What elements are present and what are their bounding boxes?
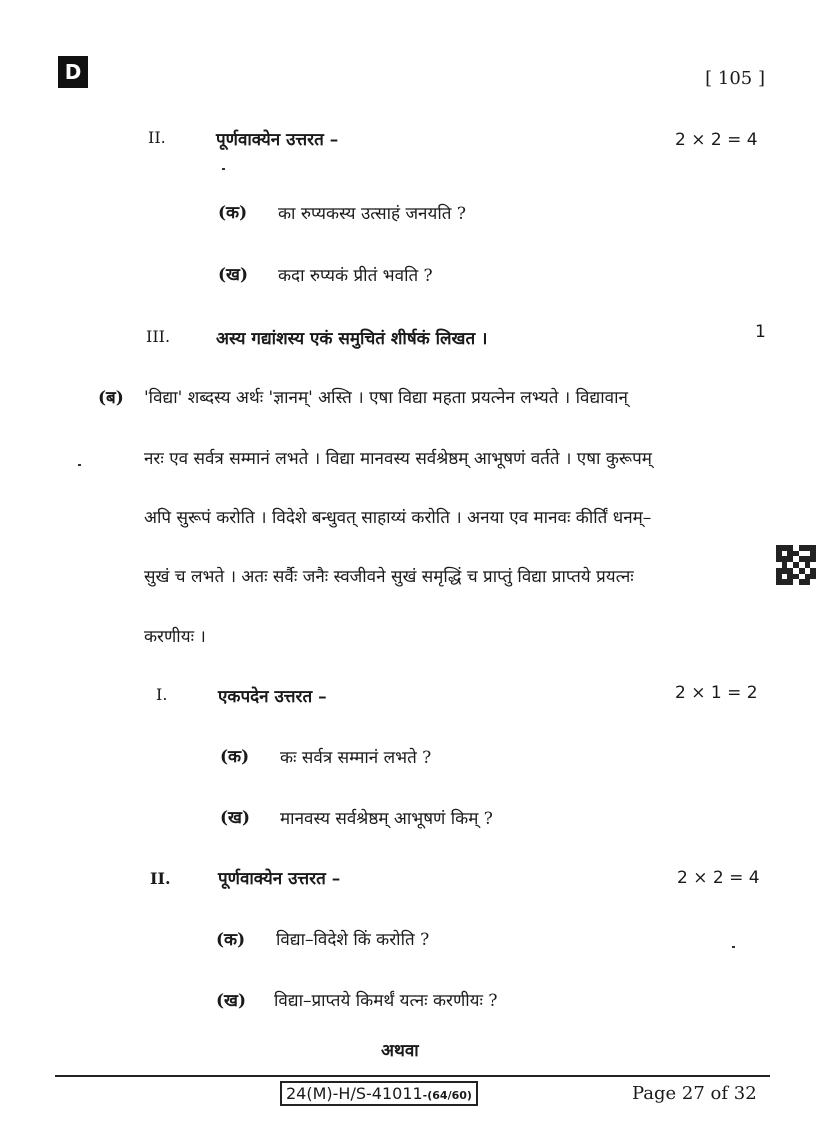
question-number: III. [146, 327, 171, 346]
question-number: II. [150, 869, 171, 888]
page-number: Page 27 of 32 [632, 1083, 757, 1104]
question-prompt: पूर्णवाक्येन उत्तरत – [218, 869, 341, 889]
subquestion-label: (क) [216, 930, 246, 950]
paper-code-box [280, 1081, 478, 1106]
subquestion-label: (क) [220, 747, 250, 767]
subquestion-text: विद्या–प्राप्तये किमर्थं यत्नः करणीयः ? [274, 991, 498, 1011]
marks-allocation: 2 × 2 = 4 [677, 868, 760, 888]
subquestion-label: (ख) [218, 265, 248, 285]
paper-code-suffix: -(64/60) [422, 1089, 472, 1102]
question-prompt: एकपदेन उत्तरत – [218, 687, 327, 707]
set-badge: D [58, 56, 88, 88]
alternative-separator: अथवा [381, 1041, 419, 1061]
footer-divider [55, 1075, 770, 1077]
marks-allocation: 2 × 2 = 4 [675, 130, 758, 150]
passage-line: नरः एव सर्वत्र सम्मानं लभते । विद्या मानवस्य सर्वश्रेष्ठम् आभूषणं वर्तते । एषा कुरूपम् [144, 449, 652, 469]
question-prompt: पूर्णवाक्येन उत्तरत – [216, 130, 339, 150]
passage-line: सुखं च लभते । अतः सर्वैः जनैः स्वजीवने सुखं समृद्धिं च प्राप्तुं विद्या प्राप्तये प्रयत्नः [144, 567, 634, 587]
passage-line: करणीयः । [144, 627, 206, 647]
subquestion-text: कः सर्वत्र सम्मानं लभते ? [280, 748, 432, 768]
question-prompt: अस्य गद्यांशस्य एकं समुचितं शीर्षकं लिखत । [216, 329, 488, 349]
marks-allocation: 2 × 1 = 2 [675, 683, 758, 703]
subquestion-label: (क) [218, 203, 248, 223]
marks-allocation: 1 [755, 322, 766, 342]
stray-mark [222, 168, 225, 170]
subquestion-text: विद्या–विदेशे किं करोति ? [276, 930, 430, 950]
paper-code: 24(M)-H/S-41011 [286, 1084, 423, 1103]
qr-code-icon [776, 545, 816, 585]
subquestion-label: (ख) [220, 808, 250, 828]
page-code: [ 105 ] [705, 68, 765, 89]
passage-label: (ब) [98, 388, 124, 408]
subquestion-text: मानवस्य सर्वश्रेष्ठम् आभूषणं किम् ? [280, 809, 493, 829]
subquestion-label: (ख) [216, 991, 246, 1011]
passage-line: अपि सुरूपं करोति । विदेशे बन्धुवत् साहाय्यं करोति । अनया एव मानवः कीर्तिं धनम्– [144, 508, 652, 528]
subquestion-text: का रुप्यकस्य उत्साहं जनयति ? [278, 204, 466, 224]
stray-mark [78, 464, 81, 466]
stray-mark [732, 946, 735, 948]
question-number: II. [148, 128, 166, 147]
passage-line: 'विद्या' शब्दस्य अर्थः 'ज्ञानम्' अस्ति । एषा विद्या महता प्रयत्नेन लभ्यते । विद्यावान् [144, 388, 628, 408]
subquestion-text: कदा रुप्यकं प्रीतं भवति ? [278, 266, 433, 286]
question-number: I. [156, 685, 168, 704]
